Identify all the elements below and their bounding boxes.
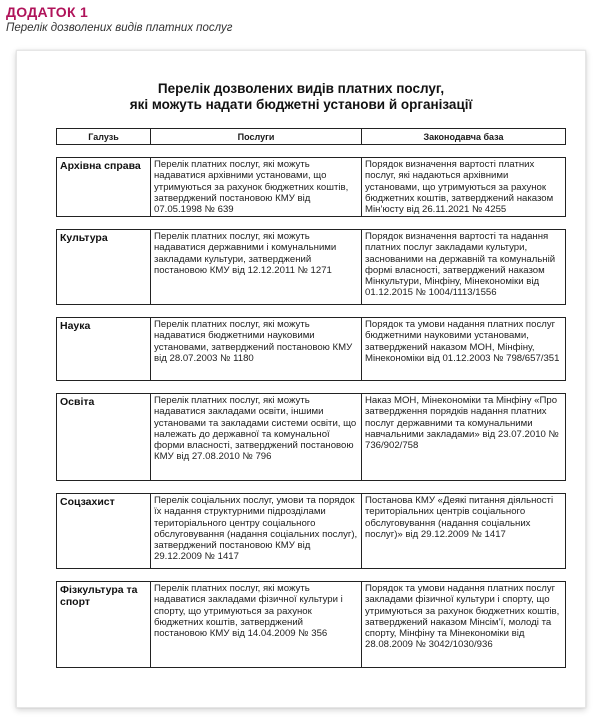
- document-title-line-1: Перелік дозволених видів платних послуг,: [157, 81, 445, 96]
- branch-cell: Соцзахист: [57, 494, 151, 569]
- services-cell: Перелік соціальних послуг, умови та порядок їх надання структурними підрозділами територіального центру соціального обслуговування (надання соціальних послуг), затверджений постановою КМУ від 29.12.2009 № 1417: [151, 494, 362, 569]
- services-table: [56, 128, 566, 668]
- table-row: [57, 394, 566, 481]
- row-separator: [57, 569, 566, 582]
- branch-cell: Фізкультура та спорт: [57, 582, 151, 668]
- law-cell: Порядок визначення вартості та надання платних послуг закладами культури, заснованими на державній та комунальній формі власності, затверджений наказом Мінкультури, Мінфіну, Мінекономіки від 01.12.2015 № 1004/1113/1556: [362, 230, 566, 305]
- row-separator: [57, 217, 566, 230]
- document-frame: [16, 50, 586, 708]
- appendix-subtitle: Перелік дозволених видів платних послуг: [6, 22, 233, 34]
- table-header-row: [57, 129, 566, 145]
- services-cell: Перелік платних послуг, які можуть надаватися закладами фізичної культури і спорту, що утримуються за рахунок бюджетних коштів, затверджений постановою КМУ від 14.04.2009 № 356: [151, 582, 362, 668]
- row-separator: [57, 145, 566, 158]
- branch-cell: Архівна справа: [57, 158, 151, 217]
- document-title: [17, 81, 585, 113]
- column-header-branch: Галузь: [57, 129, 151, 145]
- law-cell: Постанова КМУ «Деякі питання діяльності територіальних центрів соціального обслуговування (надання соціальних послуг)» від 29.12.2009 № 1417: [362, 494, 566, 569]
- row-separator: [57, 381, 566, 394]
- law-cell: Порядок визначення вартості платних послуг, які надаються архівними установами, що утримуються за рахунок бюджетних коштів, затверджений наказом Мін’юсту від 26.11.2021 № 4255: [362, 158, 566, 217]
- appendix-label: ДОДАТОК 1: [6, 4, 89, 20]
- row-separator: [57, 481, 566, 494]
- law-cell: Порядок та умови надання платних послуг закладами фізичної культури і спорту, що утримуються за рахунок бюджетних коштів, затверджений наказом Мінсім’ї, молоді та спорту, Мінфіну та Мінекономіки від 28.08.2009 № 3042/1030/936: [362, 582, 566, 668]
- table-row: [57, 494, 566, 569]
- column-header-services: Послуги: [151, 129, 362, 145]
- services-cell: Перелік платних послуг, які можуть надаватися державними і комунальними закладами культури, затверджений постановою КМУ від 12.12.2011 № 1271: [151, 230, 362, 305]
- services-cell: Перелік платних послуг, які можуть надаватися архівними установами, що утримуються за рахунок бюджетних коштів, затверджений постановою КМУ від 07.05.1998 № 639: [151, 158, 362, 217]
- document-title-line-2: які можуть надати бюджетні установи й організації: [129, 97, 473, 112]
- law-cell: Порядок та умови надання платних послуг бюджетними науковими установами, затверджений наказом МОН, Мінфіну, Мінекономіки від 01.12.2003 № 798/657/351: [362, 318, 566, 381]
- services-cell: Перелік платних послуг, які можуть надаватися закладами освіти, іншими установами та закладами системи освіти, що належать до державної та комунальної форми власності, затверджений постановою КМУ від 27.08.2010 № 796: [151, 394, 362, 481]
- services-cell: Перелік платних послуг, які можуть надаватися бюджетними науковими установами, затверджений постановою КМУ від 28.07.2003 № 1180: [151, 318, 362, 381]
- table-row: [57, 318, 566, 381]
- branch-cell: Наука: [57, 318, 151, 381]
- table-row: [57, 158, 566, 217]
- table-row: [57, 582, 566, 668]
- branch-cell: Освіта: [57, 394, 151, 481]
- branch-cell: Культура: [57, 230, 151, 305]
- table-row: [57, 230, 566, 305]
- law-cell: Наказ МОН, Мінекономіки та Мінфіну «Про затвердження порядків надання платних послуг державними та комунальними навчальними закладами» від 23.07.2010 № 736/902/758: [362, 394, 566, 481]
- column-header-law: Законодавча база: [362, 129, 566, 145]
- row-separator: [57, 305, 566, 318]
